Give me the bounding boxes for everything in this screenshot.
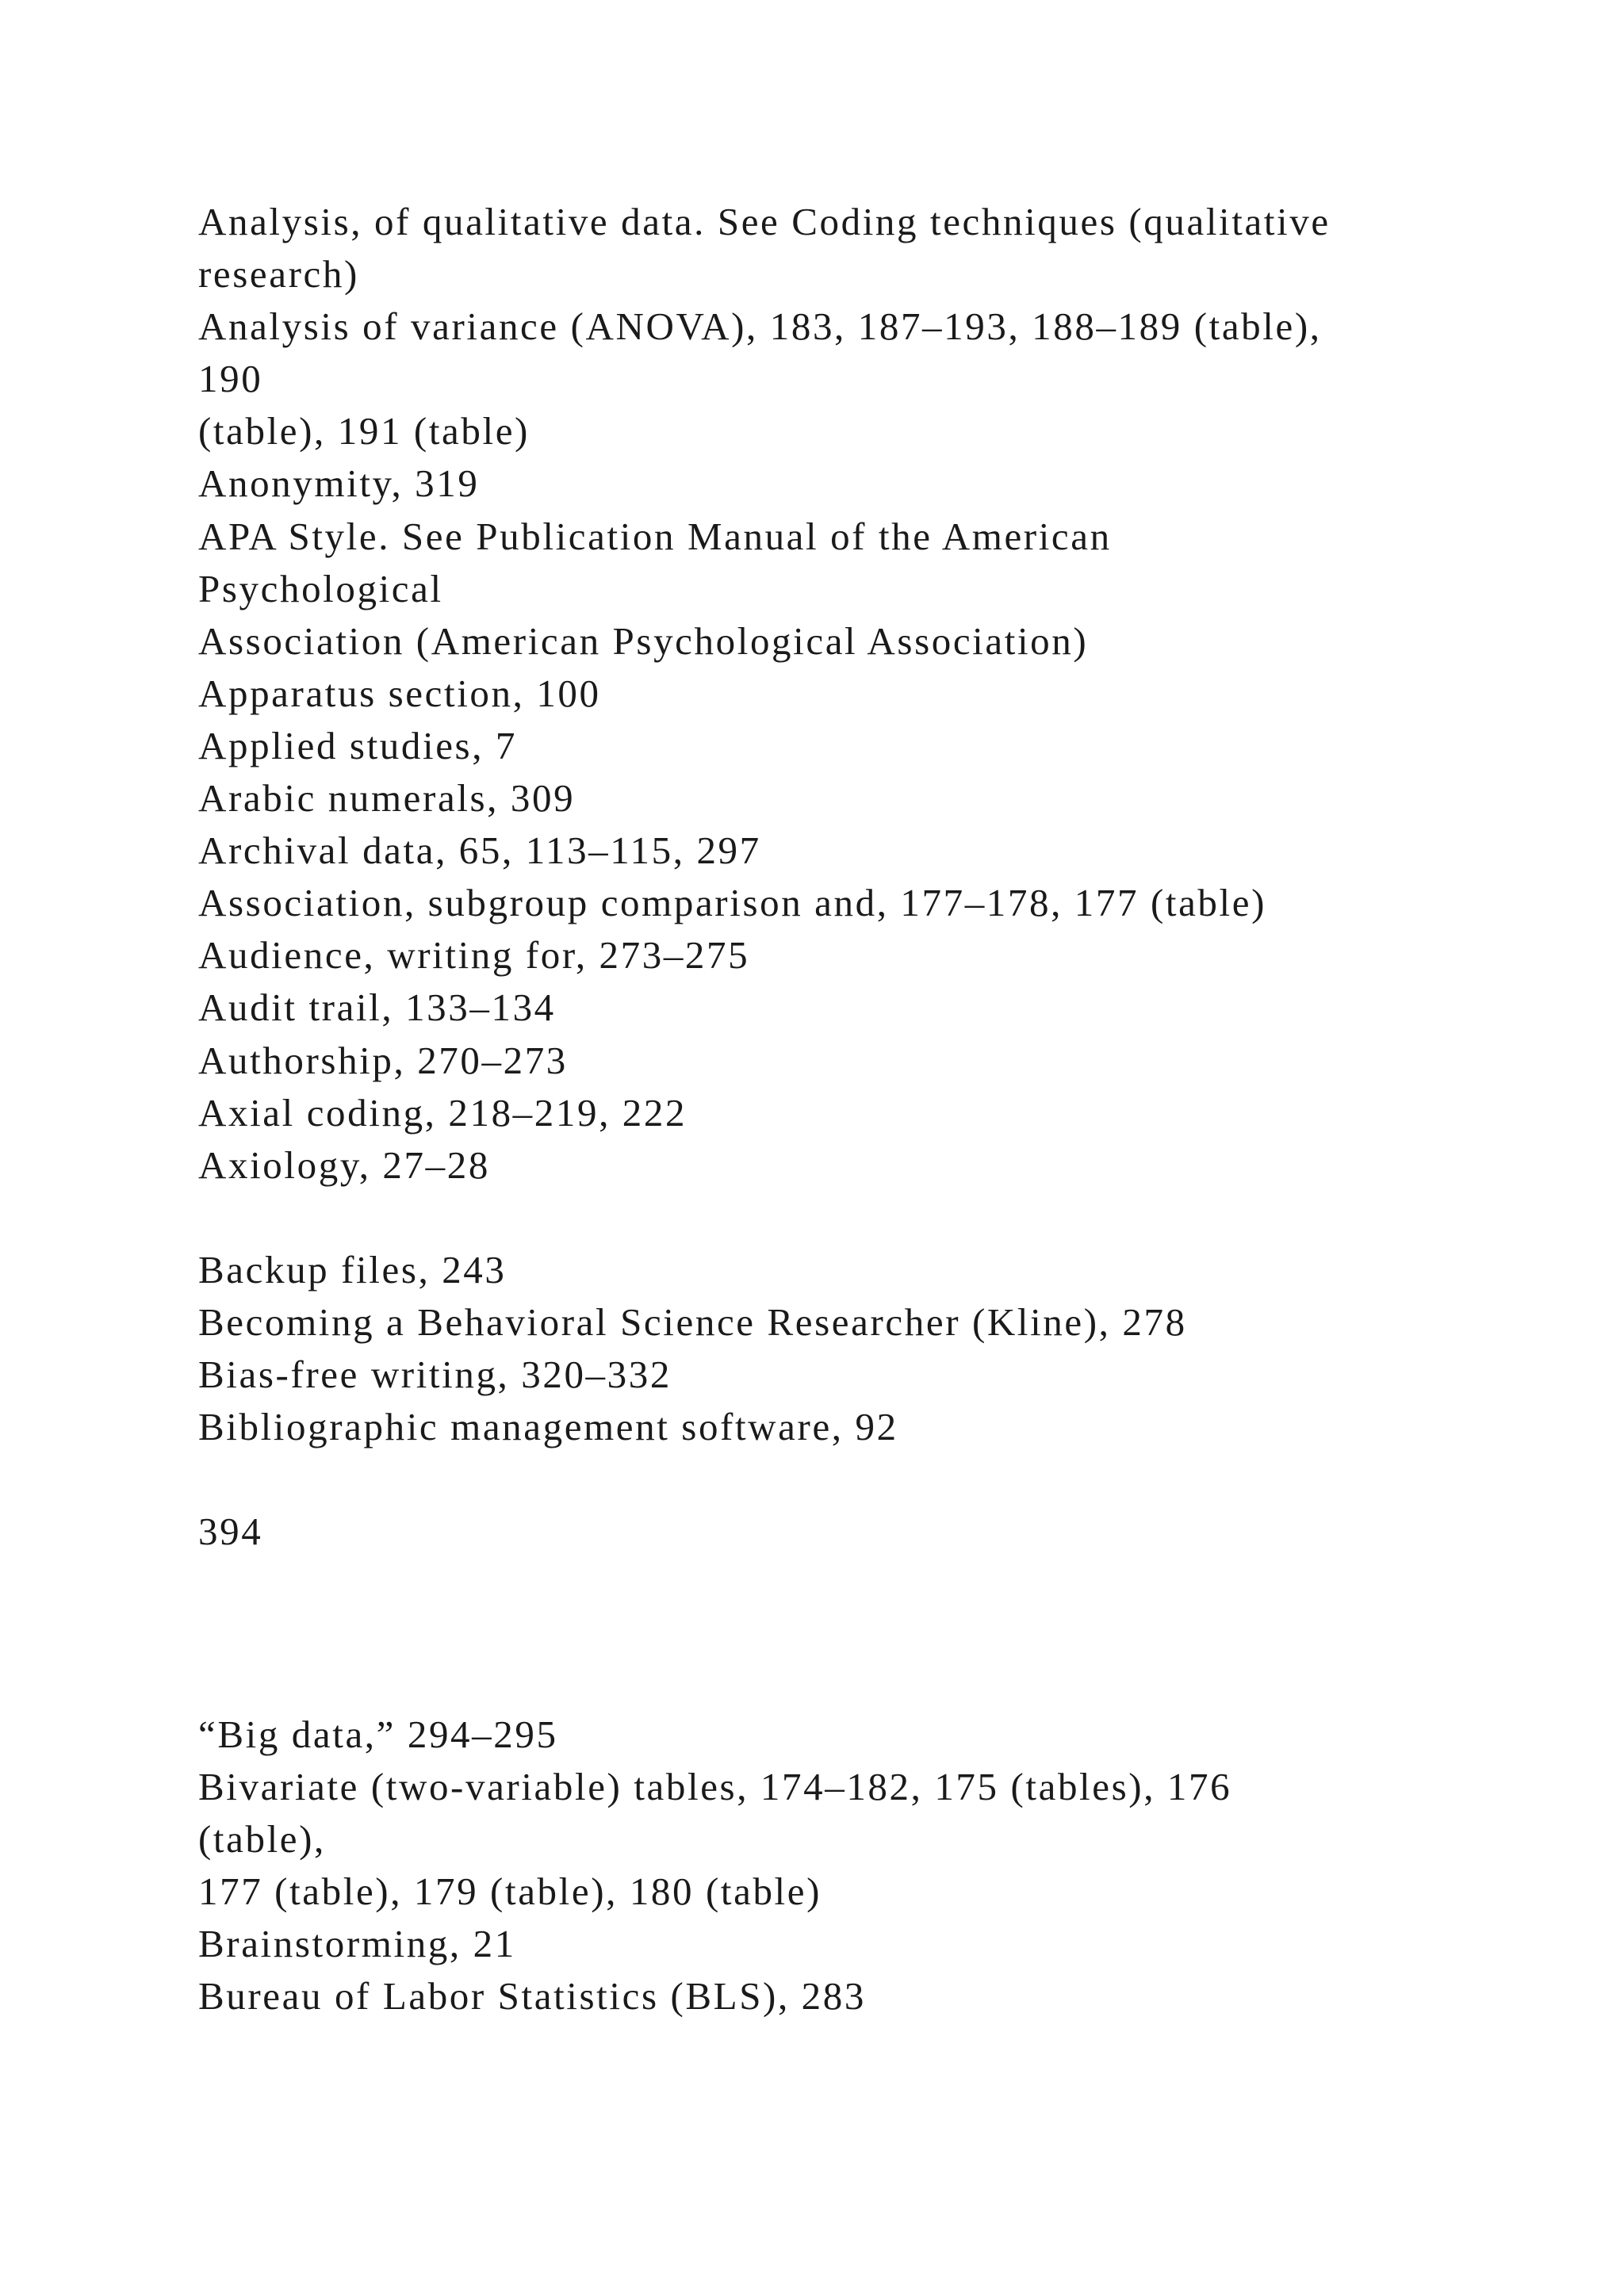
- index-entry: Brainstorming, 21: [198, 1922, 516, 1966]
- index-entry-continuation: Psychological: [198, 566, 443, 610]
- index-entry-continuation: Association (American Psychological Association): [198, 618, 1089, 663]
- index-entry-continuation: (table), 191 (table): [198, 409, 530, 453]
- page-number: 394: [198, 1510, 263, 1554]
- index-entry: Axiology, 27–28: [198, 1142, 490, 1187]
- index-entry: Apparatus section, 100: [198, 671, 601, 715]
- index-entry: Authorship, 270–273: [198, 1038, 568, 1082]
- index-entry: Arabic numerals, 309: [198, 776, 576, 821]
- index-entry: Bivariate (two-variable) tables, 174–182, 175 (tables), 176: [198, 1765, 1232, 1809]
- index-entries-top: [198, 196, 1546, 1558]
- index-entry: Archival data, 65, 113–115, 297: [198, 828, 761, 873]
- index-entry: APA Style. See Publication Manual of the American: [198, 514, 1112, 558]
- index-entry: Bureau of Labor Statistics (BLS), 283: [198, 1974, 866, 2019]
- index-entry: Becoming a Behavioral Science Researcher (Kline), 278: [198, 1299, 1187, 1344]
- index-entry-continuation: 190: [198, 357, 263, 401]
- index-entry: Audit trail, 133–134: [198, 985, 556, 1030]
- index-entry: “Big data,” 294–295: [198, 1712, 558, 1756]
- index-entry: Applied studies, 7: [198, 723, 518, 767]
- index-entry: Axial coding, 218–219, 222: [198, 1090, 688, 1135]
- blank-line: [198, 1453, 1546, 1506]
- blank-line: [198, 1192, 1546, 1244]
- index-entry: Analysis of variance (ANOVA), 183, 187–193, 188–189 (table),: [198, 304, 1322, 349]
- index-entry: Analysis, of qualitative data. See Coding techniques (qualitative: [198, 200, 1331, 243]
- index-entry: Bibliographic management software, 92: [198, 1405, 898, 1449]
- index-entry: Anonymity, 319: [198, 461, 480, 506]
- index-entries-bottom: [198, 1709, 1546, 2023]
- index-entry: Backup files, 243: [198, 1247, 507, 1292]
- index-entry: Audience, writing for, 273–275: [198, 933, 750, 978]
- index-entry-continuation: 177 (table), 179 (table), 180 (table): [198, 1869, 822, 1914]
- index-entry-continuation: research): [198, 252, 359, 297]
- index-entry: Bias-free writing, 320–332: [198, 1353, 672, 1397]
- index-entry: Association, subgroup comparison and, 177–178, 177 (table): [198, 881, 1267, 925]
- index-entry-continuation: (table),: [198, 1817, 326, 1862]
